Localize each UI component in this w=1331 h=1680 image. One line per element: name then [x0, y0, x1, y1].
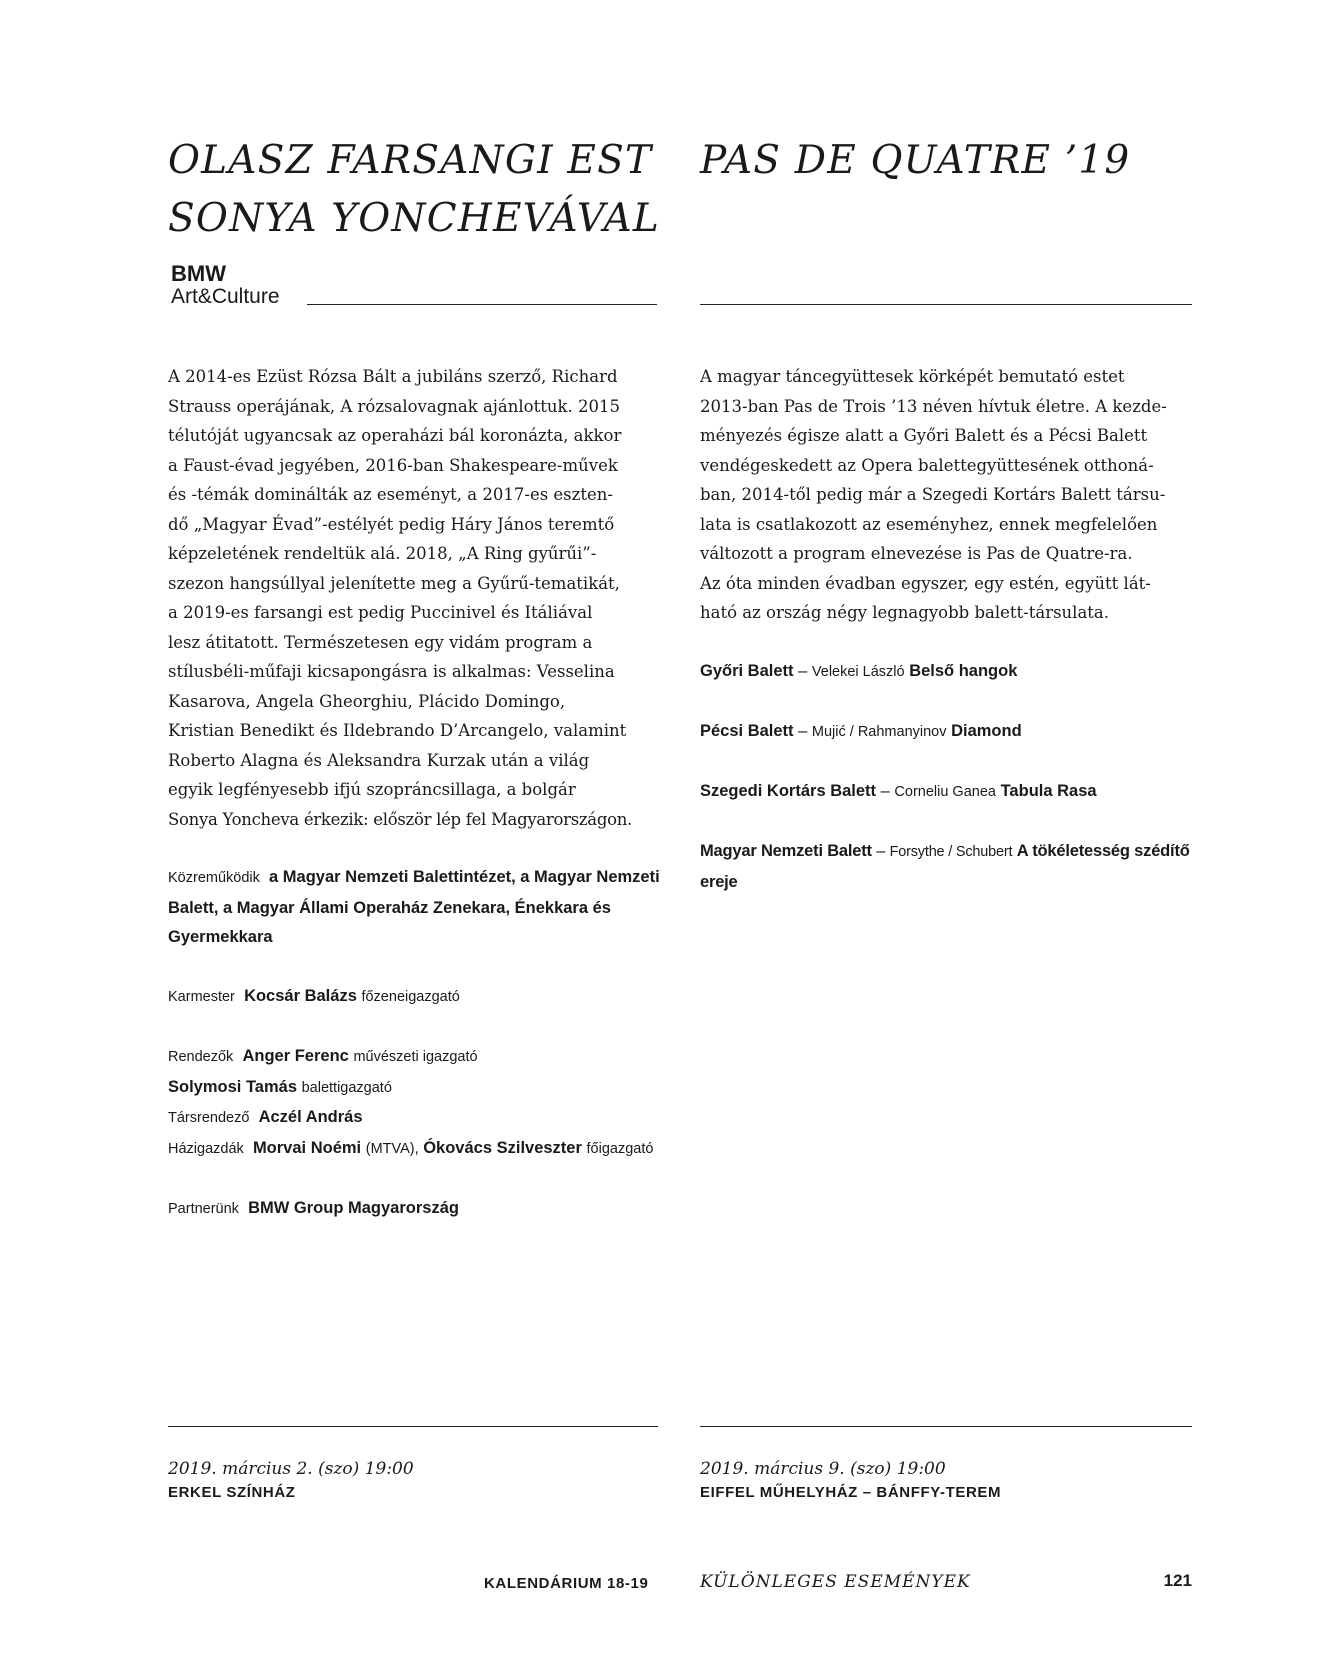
right-event-info — [700, 1457, 1192, 1505]
program-work: Tabula Rasa — [1000, 782, 1097, 800]
program-separator: – — [876, 782, 895, 800]
logo-line1: BMW — [171, 261, 226, 286]
credit-label: Közreműködik — [168, 870, 260, 886]
bmw-art-culture-logo — [171, 263, 280, 309]
credit-partner — [168, 1194, 668, 1225]
left-body-line: Roberto Alagna és Aleksandra Kurzak után a világ — [168, 750, 590, 770]
right-event-venue: EIFFEL MŰHELYHÁZ – BÁNFFY-TEREM — [700, 1484, 1002, 1501]
credit-role: főzeneigazgató — [361, 989, 460, 1005]
left-event-info — [168, 1457, 660, 1505]
credit-role: főigazgató — [586, 1140, 654, 1157]
credit-name: Aczél András — [258, 1108, 363, 1126]
logo-line2: Art&Culture — [171, 285, 280, 308]
left-header-rule — [307, 304, 657, 305]
left-body-line: dő „Magyar Évad”-estélyét pedig Háry János teremtő — [168, 514, 615, 534]
right-body-line: A magyar táncegyüttesek körképét bemutató estet — [700, 367, 1125, 386]
right-body-line: 2013-ban Pas de Trois ’13 néven hívtuk életre. A kezde- — [700, 396, 1167, 416]
right-body-line: lata is csatlakozott az eseményhez, ennek megfelelően — [700, 514, 1158, 534]
left-body-line: szezon hangsúllyal jelenítette meg a Gyűrű-tematikát, — [168, 573, 620, 593]
right-body — [700, 362, 1192, 628]
credit-name: Morvai Noémi — [252, 1138, 362, 1157]
program-creator: Forsythe / Schubert — [889, 844, 1013, 860]
footer-publication: KALENDÁRIUM 18-19 — [484, 1575, 649, 1592]
left-body-line: lesz átitatott. Természetesen egy vidám program a — [168, 632, 593, 652]
program-item — [700, 777, 1192, 808]
credit-kozremukodik — [168, 863, 668, 953]
left-body-line: Strauss operájának, A rózsalovagnak ajánlottuk. 2015 — [168, 396, 620, 416]
credit-label: Rendezők — [168, 1049, 234, 1065]
credit-label: Társrendező — [168, 1110, 250, 1126]
right-event-date: 2019. március 9. (szo) 19:00 — [700, 1459, 946, 1479]
left-title-line1: OLASZ FARSANGI EST — [168, 138, 653, 183]
program-company: Pécsi Balett — [700, 722, 794, 740]
right-body-line: ményezés égisze alatt a Győri Balett és a Pécsi Balett — [700, 426, 1148, 445]
left-body-line: képzeletének rendeltük alá. 2018, „A Ring gyűrűi”- — [168, 544, 597, 563]
credit-label: Partnerünk — [168, 1200, 239, 1217]
right-body-paragraph — [700, 362, 1192, 628]
credit-name: Kocsár Balázs — [244, 987, 357, 1005]
left-body — [168, 362, 660, 834]
credit-name: Solymosi Tamás — [168, 1077, 297, 1096]
program-item — [700, 657, 1192, 688]
left-body-line: egyik legfényesebb ifjú szopráncsillaga, a bolgár — [168, 780, 576, 799]
left-title — [168, 132, 660, 248]
credit-note: (MTVA), — [365, 1140, 419, 1157]
right-body-line: Az óta minden évadban egyszer, egy estén, együtt lát- — [700, 573, 1151, 593]
credit-name: a Magyar Nemzeti Balettintézet, a Magyar Nemzeti — [269, 868, 660, 886]
credit-rendezok — [168, 1042, 668, 1164]
program-work: Diamond — [951, 722, 1022, 740]
program-creator: Velekei László — [811, 664, 905, 680]
program-creator: Corneliu Ganea — [894, 784, 996, 800]
left-body-line: a Faust-évad jegyében, 2016-ban Shakespeare-művek — [168, 455, 618, 475]
program-company: Szegedi Kortárs Balett — [700, 782, 877, 800]
left-event-date: 2019. március 2. (szo) 19:00 — [168, 1459, 414, 1479]
right-title-text: PAS DE QUATRE ’19 — [700, 138, 1131, 183]
program-creator: Mujić / Rahmanyinov — [811, 724, 947, 740]
right-program — [700, 657, 1192, 897]
left-body-line: a 2019-es farsangi est pedig Puccinivel és Itáliával — [168, 603, 593, 622]
program-work: A tökéletesség szédítő ereje — [700, 842, 1190, 891]
left-body-line: Kasarova, Angela Gheorghiu, Plácido Domingo, — [168, 691, 566, 711]
program-work: Belső hangok — [909, 662, 1018, 680]
left-body-line: Kristian Benedikt és Ildebrando D’Arcangelo, valamint — [168, 721, 627, 740]
right-body-line: változott a program elnevezése is Pas de Quatre-ra. — [700, 544, 1133, 563]
program-company: Győri Balett — [700, 662, 794, 680]
credit-label: Karmester — [168, 989, 235, 1005]
credit-label: Házigazdák — [168, 1140, 244, 1157]
left-body-line: Sonya Yoncheva érkezik: először lép fel Magyarországon. — [168, 809, 632, 829]
left-event-venue: ERKEL SZÍNHÁZ — [168, 1484, 296, 1501]
program-company: Magyar Nemzeti Balett — [700, 842, 872, 860]
left-footer-rule — [168, 1426, 658, 1427]
credit-name: BMW Group Magyarország — [248, 1198, 459, 1217]
left-body-line: télutóját ugyancsak az operaházi bál koronázta, akkor — [168, 426, 622, 445]
program-item — [700, 717, 1192, 748]
left-body-paragraph — [168, 362, 660, 834]
left-body-line: A 2014-es Ezüst Rózsa Bált a jubiláns szerző, Richard — [168, 367, 618, 386]
left-title-line2: SONYA YONCHEVÁVAL — [168, 196, 660, 241]
credit-name: Anger Ferenc — [242, 1047, 349, 1065]
right-header-rule — [700, 304, 1192, 305]
right-body-line: ható az ország négy legnagyobb balett-társulata. — [700, 603, 1110, 622]
page-number: 121 — [1163, 1571, 1192, 1590]
right-body-line: vendégeskedett az Opera balettegyüttesének otthoná- — [700, 455, 1154, 475]
right-footer-rule — [700, 1426, 1192, 1427]
credit-name: Balett, a Magyar Állami Operaház Zenekara, Énekkara és — [168, 898, 611, 917]
credit-role: balettigazgató — [301, 1079, 392, 1096]
credit-role: művészeti igazgató — [353, 1049, 478, 1065]
right-body-line: ban, 2014-től pedig már a Szegedi Kortárs Balett társu- — [700, 485, 1166, 504]
footer-section: KÜLÖNLEGES ESEMÉNYEK — [700, 1572, 971, 1592]
credit-karmester — [168, 982, 668, 1013]
program-separator: – — [793, 662, 812, 680]
left-body-line: stílusbéli-műfaji kicsapongásra is alkalmas: Vesselina — [168, 662, 615, 681]
credit-name: Gyermekkara — [168, 928, 273, 946]
right-title — [700, 132, 1192, 190]
program-separator: – — [793, 722, 812, 740]
program-separator: – — [871, 842, 890, 860]
left-credits — [168, 863, 668, 1224]
credit-name: Ókovács Szilveszter — [423, 1138, 582, 1157]
program-item — [700, 837, 1192, 897]
left-body-line: és -témák dominálták az eseményt, a 2017-es eszten- — [168, 485, 613, 504]
